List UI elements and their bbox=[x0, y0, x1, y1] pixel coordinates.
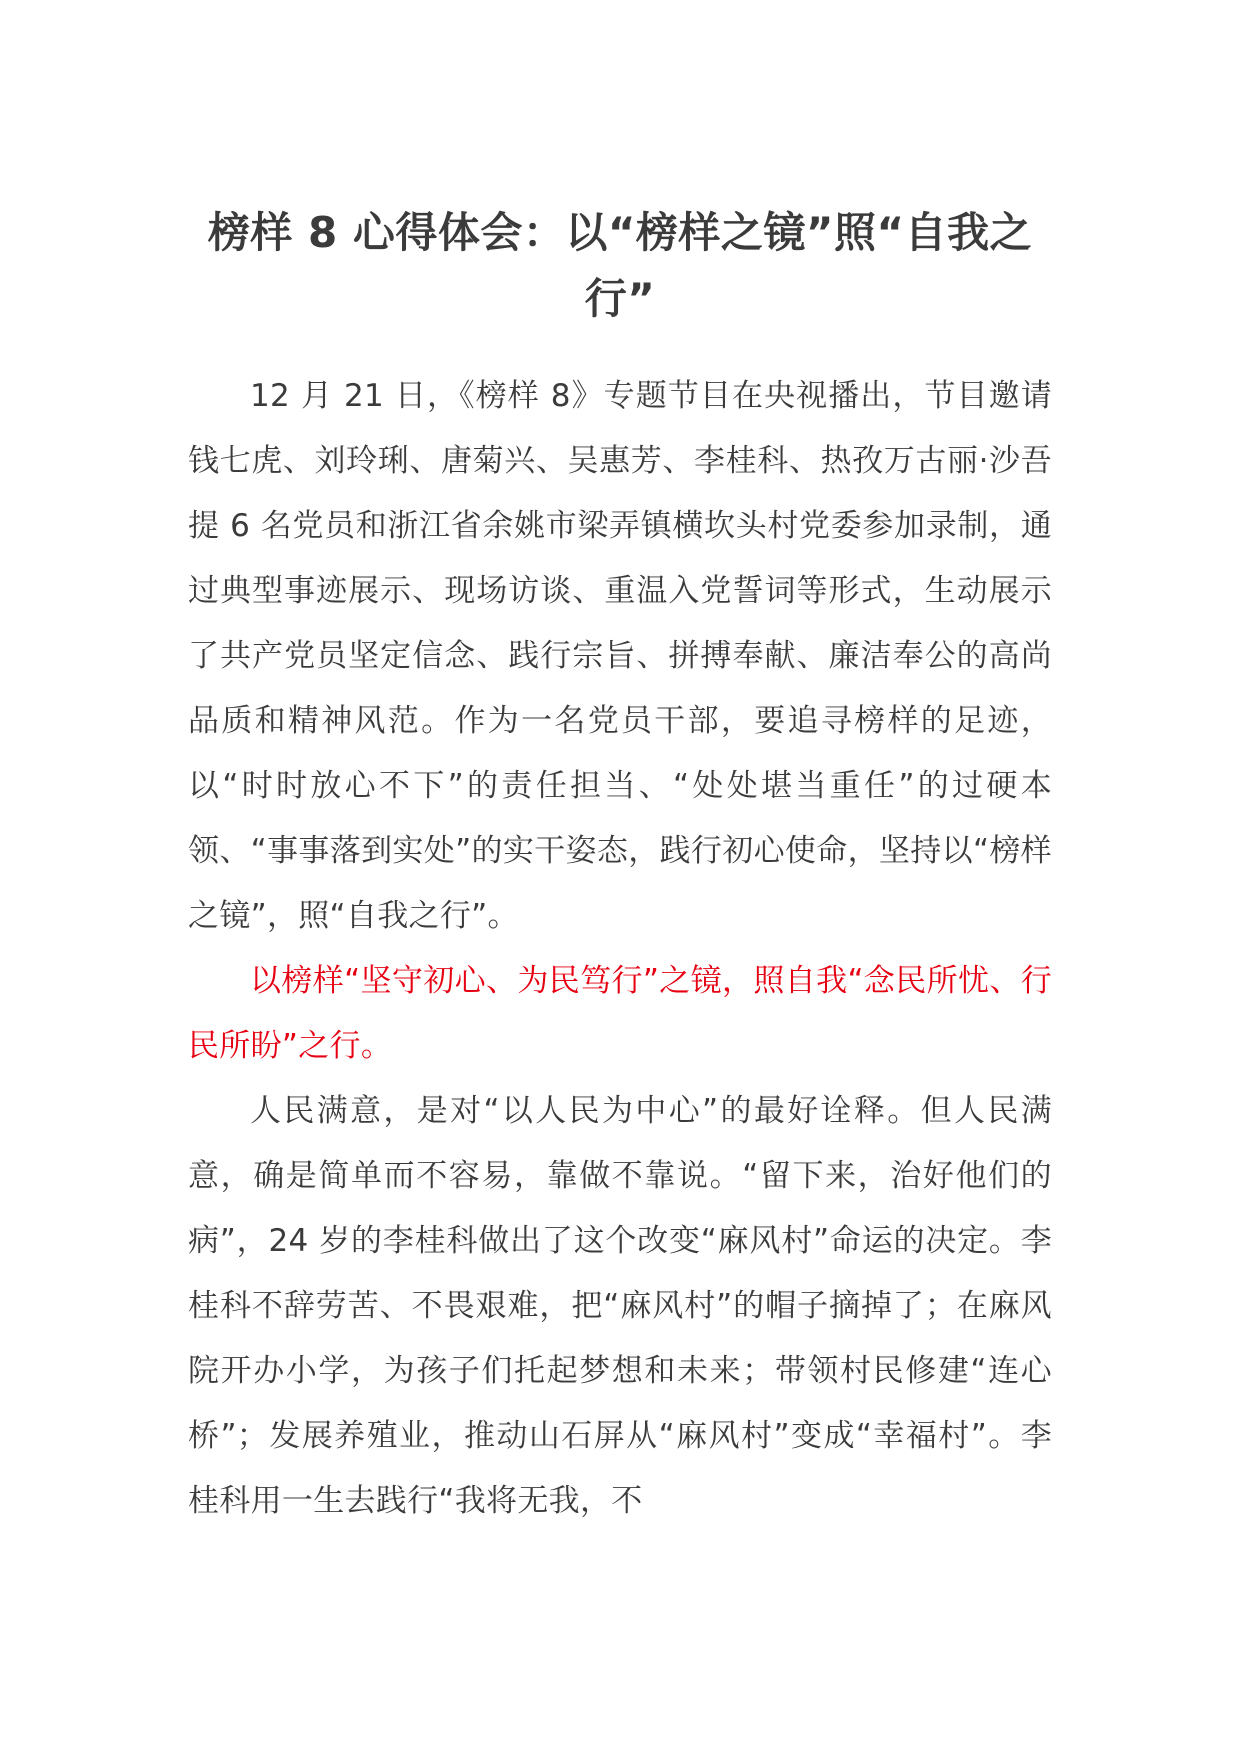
document-body bbox=[188, 364, 1052, 1534]
section-heading-red: 以榜样“坚守初心、为民笃行”之镜，照自我“念民所忧、行民所盼”之行。 bbox=[188, 963, 1052, 1064]
paragraph-intro: 12 月 21 日，《榜样 8》专题节目在央视播出，节目邀请钱七虎、刘玲琍、唐菊兴、吴惠芳、李桂科、热孜万古丽·沙吾提 6 名党员和浙江省余姚市梁弄镇横坎头村党委参加录制，通过典型事迹展示、现场访谈、重温入党誓词等形式，生动展示了共产党员坚定信念、践行宗旨、拼搏奉献、廉洁奉公的高尚品质和精神风范。作为一名党员干部，要追寻榜样的足迹，以“时时放心不下”的责任担当、“处处堪当重任”的过硬本领、“事事落到实处”的实干姿态，践行初心使命，坚持以“榜样之镜”，照“自我之行”。 bbox=[188, 378, 1052, 934]
document-title: 榜样 8 心得体会：以“榜样之镜”照“自我之行” bbox=[207, 208, 1033, 323]
paragraph-section-1: 人民满意，是对“以人民为中心”的最好诠释。但人民满意，确是简单而不容易，靠做不靠说。“留下来，治好他们的病”，24 岁的李桂科做出了这个改变“麻风村”命运的决定。李桂科不辞劳苦、不畏艰难，把“麻风村”的帽子摘掉了；在麻风院开办小学，为孩子们托起梦想和未来；带领村民修建“连心桥”；发展养殖业，推动山石屏从“麻风村”变成“幸福村”。李桂科用一生去践行“我将无我，不 bbox=[188, 1093, 1052, 1519]
